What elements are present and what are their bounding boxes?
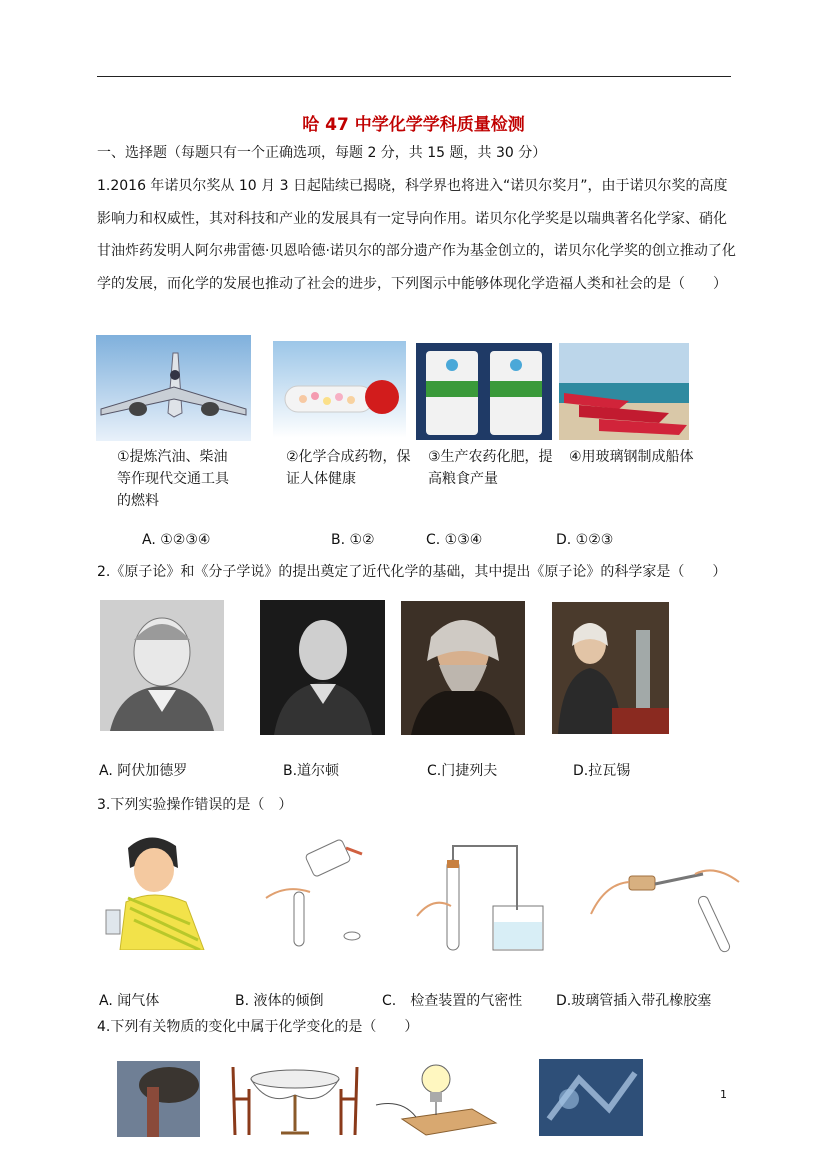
q1-option-b: B. ①② — [331, 532, 375, 548]
glass-tube-insertion-image — [585, 854, 740, 958]
q3-option-a: A. 闻气体 — [99, 993, 160, 1009]
q3-option-d: D.玻璃管插入带孔橡胶塞 — [556, 993, 712, 1009]
q1-option-a: A. ①②③④ — [142, 532, 211, 548]
q2-option-d: D.拉瓦锡 — [573, 763, 631, 779]
header-rule — [97, 76, 731, 77]
q2-option-b: B.道尔顿 — [283, 763, 340, 779]
caption-2: ②化学合成药物，保证人体健康 — [286, 449, 411, 487]
caption-3: ③生产农药化肥，提高粮食产量 — [428, 449, 553, 487]
light-bulb-circuit-image — [372, 1059, 501, 1140]
chimney-smoke-image — [117, 1061, 200, 1137]
question-3-text: 3.下列实验操作错误的是（ ） — [97, 797, 293, 813]
page-title: 哈 47 中学化学学科质量检测 — [302, 115, 525, 135]
airtightness-check-image — [413, 826, 548, 954]
q1-option-c: C. ①③④ — [426, 532, 483, 548]
boats-image — [559, 343, 689, 440]
q2-option-a: A. 阿伏加德罗 — [99, 763, 188, 779]
question-4-text: 4.下列有关物质的变化中属于化学变化的是（ ） — [97, 1019, 419, 1035]
q3-option-c: C. 检查装置的气密性 — [382, 993, 523, 1009]
medicine-image — [273, 341, 406, 438]
question-2-text: 2.《原子论》和《分子学说》的提出奠定了近代化学的基础，其中提出《原子论》的科学家是（ ） — [97, 564, 727, 580]
ice-crystal-image — [539, 1059, 643, 1136]
caption-4: ④用玻璃钢制成船体 — [569, 449, 694, 465]
fertilizer-image — [416, 343, 552, 440]
q2-option-c: C.门捷列夫 — [427, 763, 498, 779]
caption-1: ①提炼汽油、柴油等作现代交通工具的燃料 — [117, 449, 229, 509]
pouring-liquid-image — [262, 828, 382, 950]
page-number: 1 — [720, 1088, 727, 1101]
section-heading: 一、选择题（每题只有一个正确选项，每题 2 分，共 15 题，共 30 分） — [97, 145, 547, 161]
q1-option-d: D. ①②③ — [556, 532, 614, 548]
smelling-gas-image — [100, 828, 210, 950]
dalton-portrait — [260, 600, 385, 735]
mendeleev-portrait — [401, 601, 525, 735]
avogadro-portrait — [100, 600, 224, 731]
question-1-text: 1.2016 年诺贝尔奖从 10 月 3 日起陆续已揭晓，科学界也将进入“诺贝尔奖月”，由于诺贝尔奖的高度影响力和权威性，其对科技和产业的发展具有一定导向作用。诺贝尔化学奖是以瑞典著名化学家、硝化甘油炸药发明人阿尔弗雷德·贝恩哈德·诺贝尔的部分遗产作为基金创立的，诺贝尔化学奖的创立推动了化学的发展，而化学的发展也推动了社会的进步，下列图示中能够体现化学造福人类和社会的是（ ） — [97, 178, 736, 292]
table-chairs-image — [227, 1059, 363, 1140]
airplane-image — [96, 335, 251, 441]
q3-option-b: B. 液体的倾倒 — [235, 993, 324, 1009]
lavoisier-portrait — [552, 602, 669, 734]
